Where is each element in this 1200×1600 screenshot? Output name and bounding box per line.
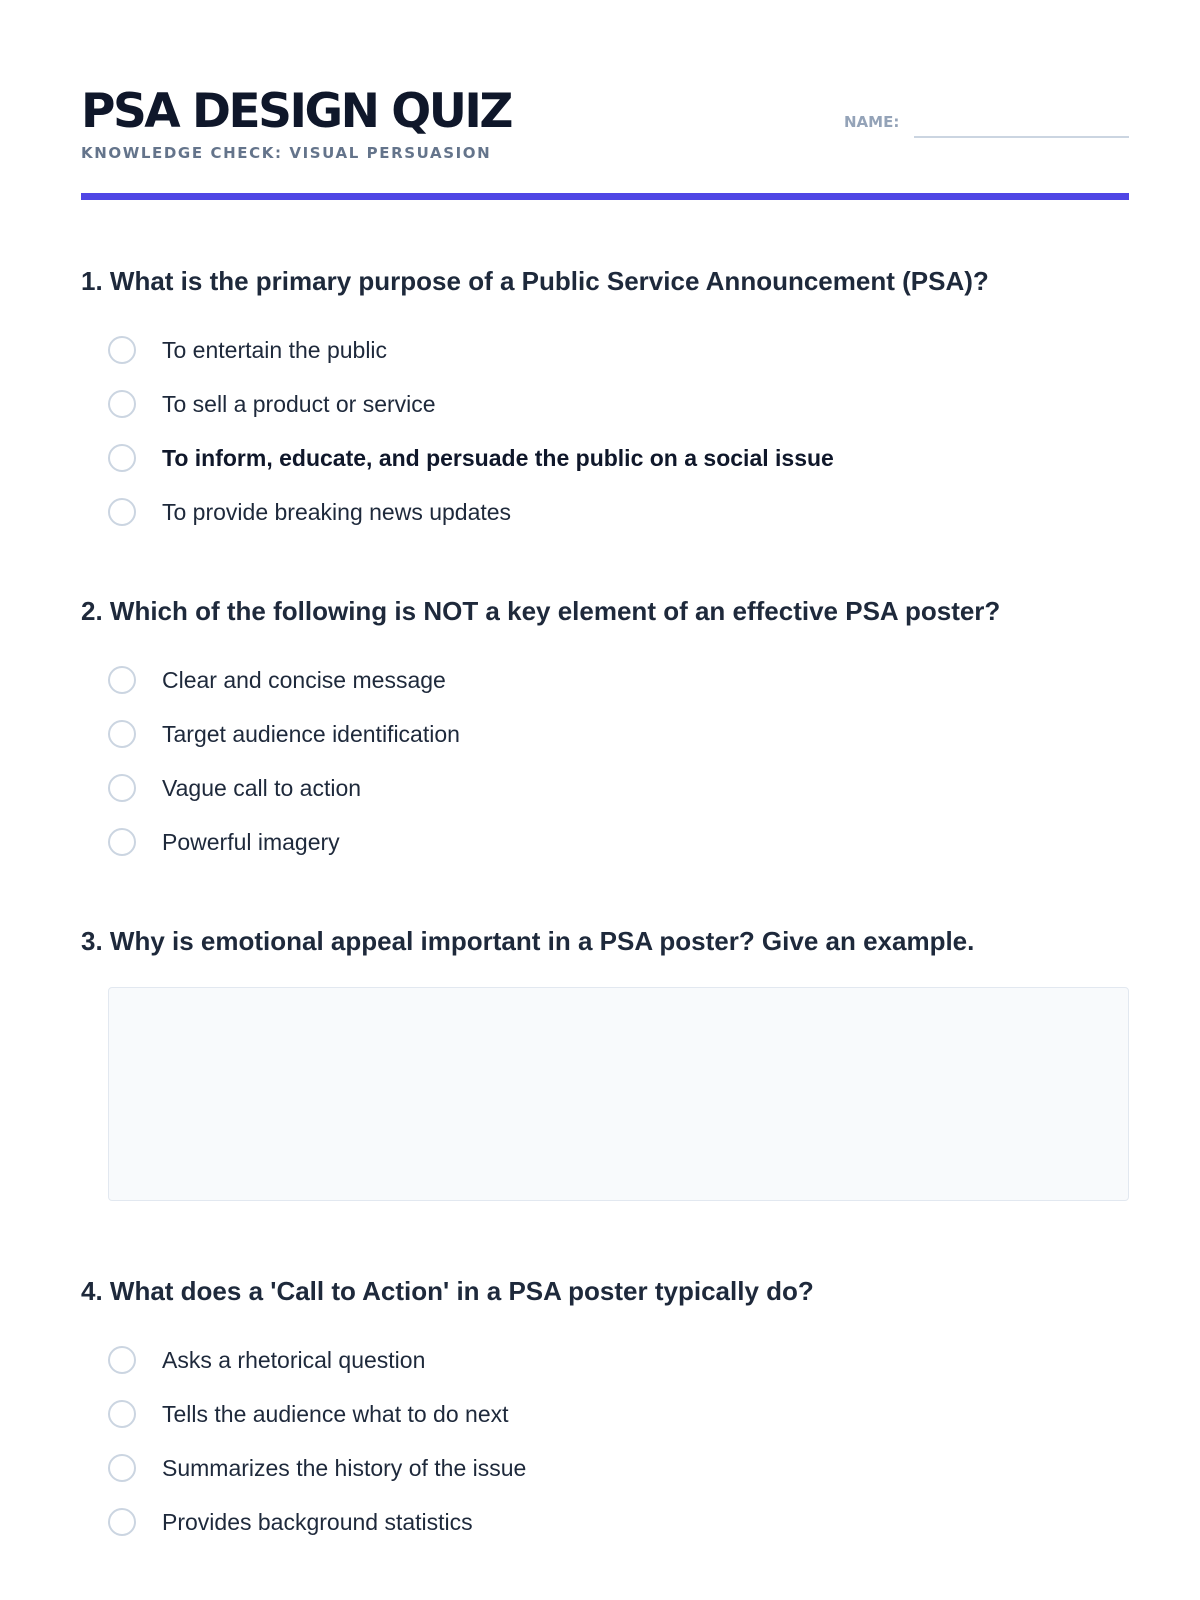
question-1-option-c[interactable]	[108, 431, 834, 485]
header-accent-rule	[81, 193, 1129, 200]
radio-button[interactable]	[108, 666, 136, 694]
option-label: Vague call to action	[162, 774, 362, 801]
radio-button[interactable]	[108, 720, 136, 748]
option-label: Target audience identification	[162, 720, 460, 747]
radio-button[interactable]	[108, 1454, 136, 1482]
question-1-option-d[interactable]	[108, 485, 834, 539]
question-4-option-b[interactable]	[108, 1387, 526, 1441]
option-label: Clear and concise message	[162, 666, 446, 693]
answer-textarea[interactable]	[108, 987, 1129, 1201]
option-label: To sell a product or service	[162, 390, 436, 417]
question-4-option-a[interactable]	[108, 1333, 526, 1387]
radio-button[interactable]	[108, 1400, 136, 1428]
option-label: To entertain the public	[162, 336, 388, 363]
question-1-option-b[interactable]	[108, 377, 834, 431]
question-1-options	[108, 323, 834, 539]
question-2-options	[108, 653, 460, 869]
question-4	[81, 1275, 1129, 1535]
question-4-text: 4. What does a 'Call to Action' in a PSA poster typically do?	[81, 1276, 814, 1306]
radio-button[interactable]	[108, 498, 136, 526]
question-2-option-d[interactable]	[108, 815, 460, 869]
option-label: To provide breaking news updates	[162, 498, 512, 525]
radio-button[interactable]	[108, 390, 136, 418]
question-1-text: 1. What is the primary purpose of a Public Service Announcement (PSA)?	[81, 266, 989, 296]
option-label: Asks a rhetorical question	[162, 1346, 426, 1373]
question-4-option-c[interactable]	[108, 1441, 526, 1495]
page-subtitle: KNOWLEDGE CHECK: VISUAL PERSUASION	[81, 144, 492, 162]
radio-button[interactable]	[108, 336, 136, 364]
radio-button[interactable]	[108, 774, 136, 802]
question-2-option-a[interactable]	[108, 653, 460, 707]
radio-button[interactable]	[108, 1346, 136, 1374]
page-title: PSA DESIGN QUIZ	[81, 84, 511, 139]
radio-button[interactable]	[108, 444, 136, 472]
question-1	[81, 265, 1129, 525]
option-label: Powerful imagery	[162, 828, 340, 855]
option-label: Tells the audience what to do next	[162, 1400, 509, 1427]
quiz-header	[81, 80, 1129, 201]
option-label: Summarizes the history of the issue	[162, 1454, 527, 1481]
question-4-option-d[interactable]	[108, 1495, 526, 1549]
radio-button[interactable]	[108, 1508, 136, 1536]
radio-button[interactable]	[108, 828, 136, 856]
question-3	[81, 925, 1129, 957]
question-2-option-b[interactable]	[108, 707, 460, 761]
question-1-option-a[interactable]	[108, 323, 834, 377]
question-2-text: 2. Which of the following is NOT a key element of an effective PSA poster?	[81, 596, 1001, 626]
question-2	[81, 595, 1129, 855]
name-field[interactable]	[914, 136, 1129, 138]
option-label: To inform, educate, and persuade the public on a social issue	[162, 444, 834, 471]
question-3-text: 3. Why is emotional appeal important in a PSA poster? Give an example.	[81, 926, 975, 956]
question-2-option-c[interactable]	[108, 761, 460, 815]
name-label: NAME:	[844, 113, 900, 131]
option-label: Provides background statistics	[162, 1508, 473, 1535]
question-4-options	[108, 1333, 526, 1549]
